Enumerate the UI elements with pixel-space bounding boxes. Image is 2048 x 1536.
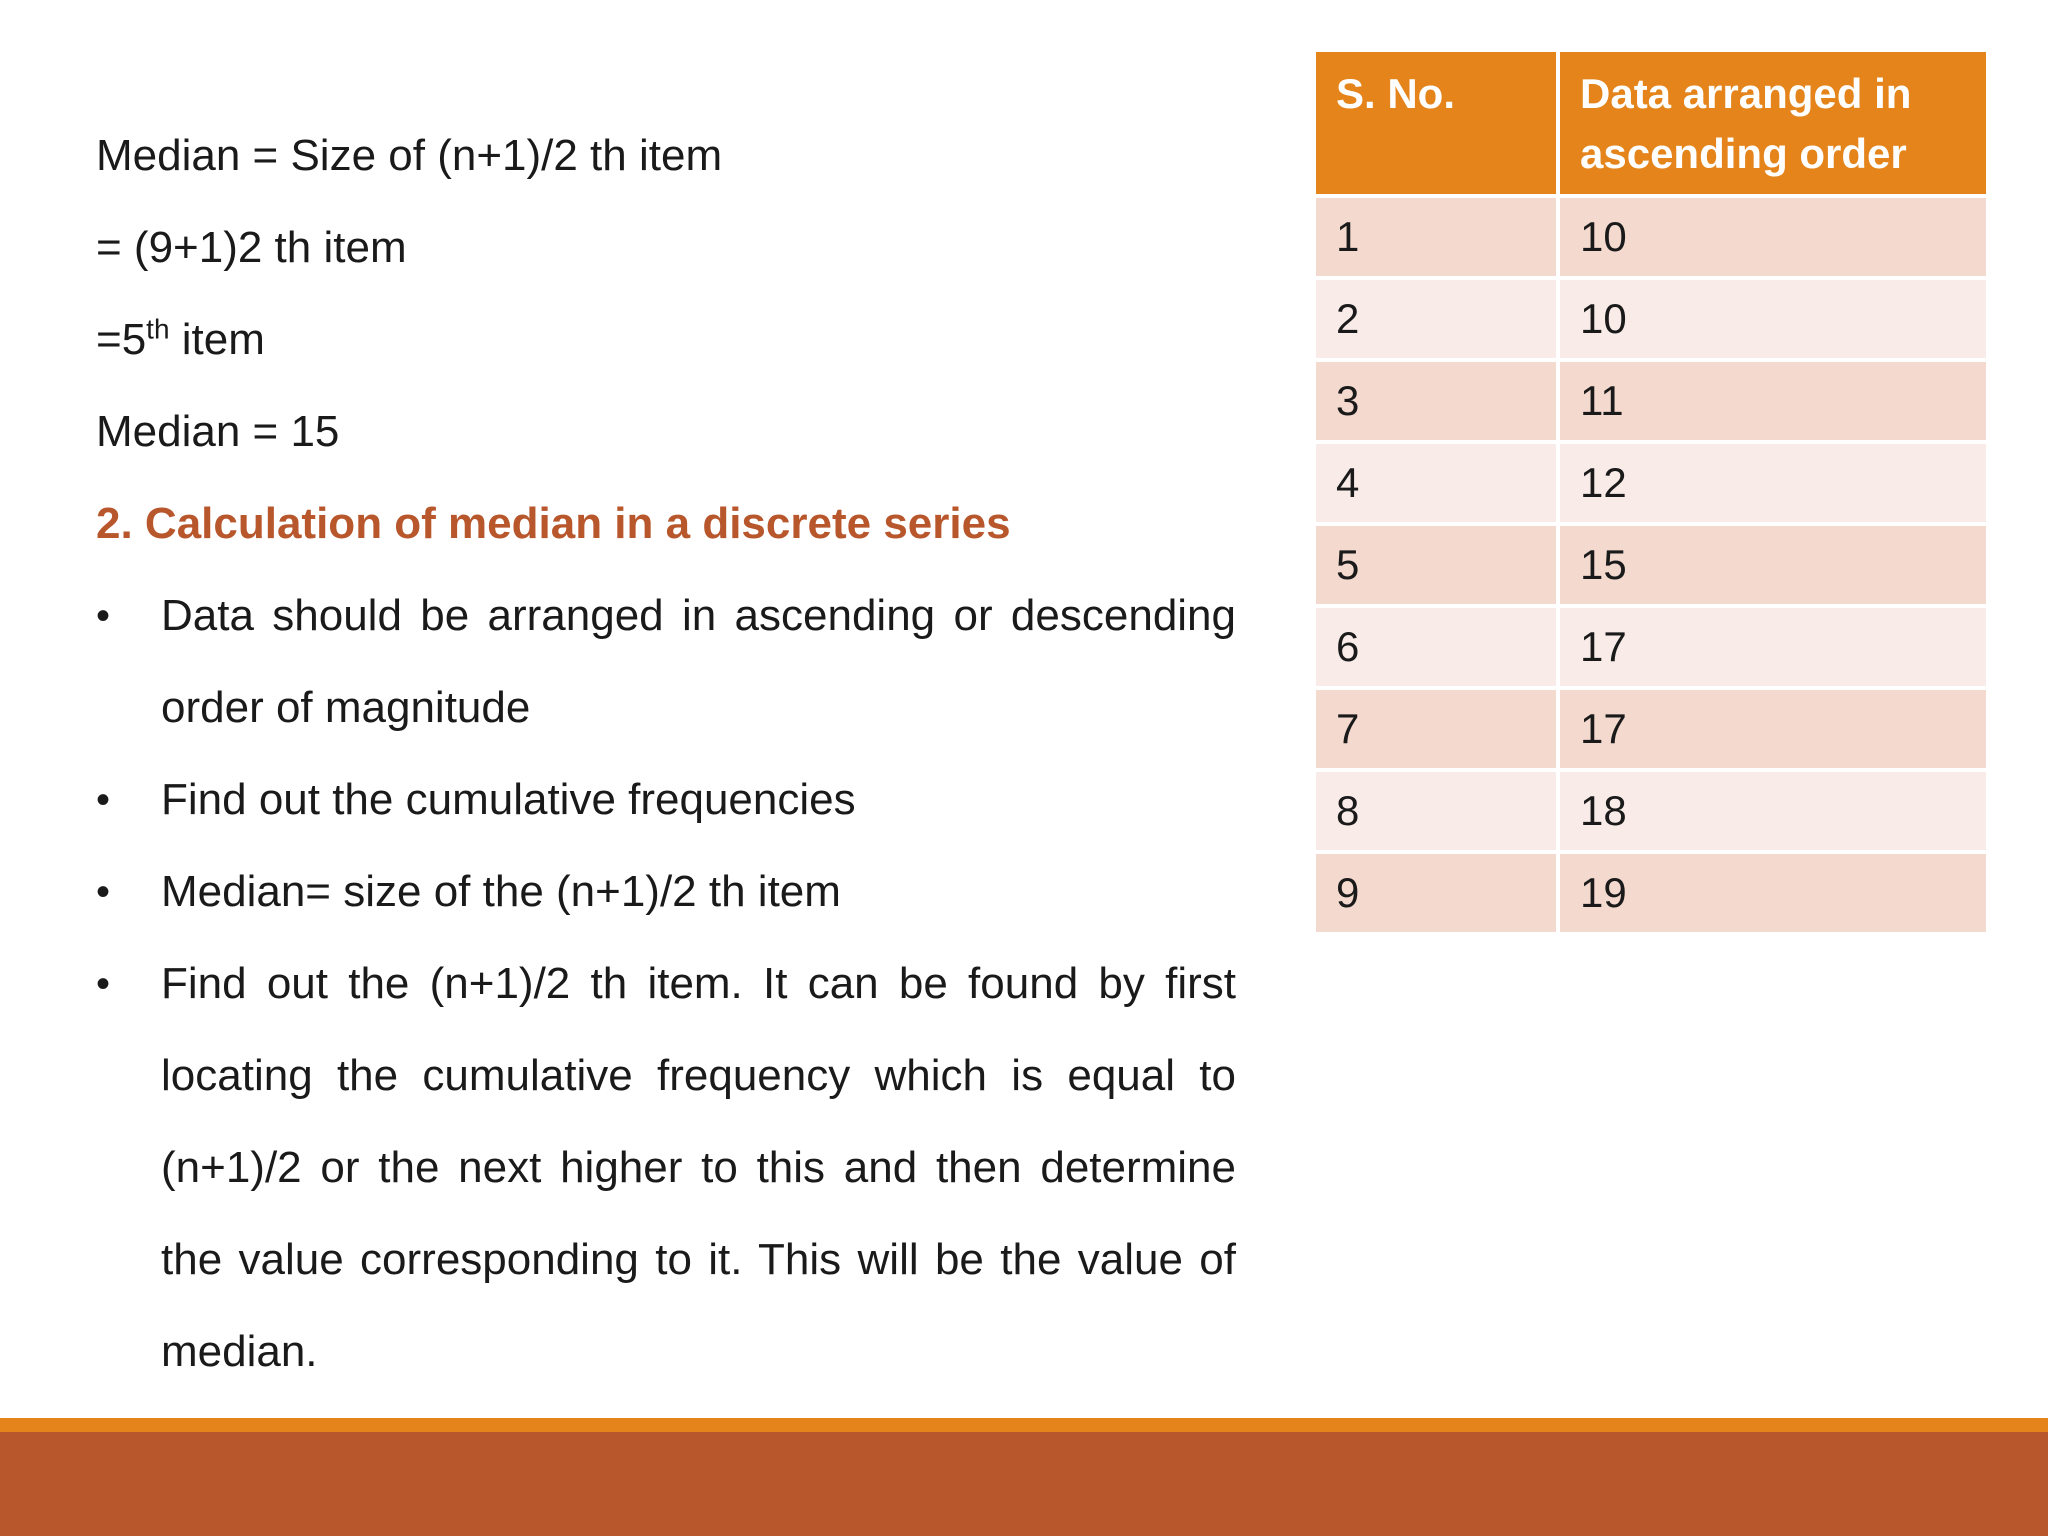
table-cell-serial: 6 (1316, 606, 1558, 688)
fifth-item-prefix: =5 (96, 315, 147, 364)
table-cell-serial: 3 (1316, 360, 1558, 442)
table-cell-serial: 8 (1316, 770, 1558, 852)
bullet-icon: • (96, 962, 111, 1006)
median-formula-line: Median = Size of (n+1)/2 th item (96, 131, 723, 180)
table-cell-value: 10 (1558, 196, 1986, 278)
header-data-arranged: Data arranged in ascending order (1558, 52, 1986, 196)
table-cell-serial: 1 (1316, 196, 1558, 278)
list-item-text: Find out the cumulative frequencies (161, 775, 856, 824)
table-cell-value: 18 (1558, 770, 1986, 852)
list-item (96, 938, 1236, 1398)
table-cell-value: 17 (1558, 688, 1986, 770)
footer-band (0, 1432, 2048, 1536)
slide-text (96, 110, 1236, 1398)
median-result-line: Median = 15 (96, 407, 340, 456)
fifth-item-line (96, 294, 1236, 386)
fifth-item-suffix: item (169, 315, 265, 364)
table-cell-value: 11 (1558, 360, 1986, 442)
data-table-container (1316, 52, 1986, 936)
table-cell-serial: 5 (1316, 524, 1558, 606)
table-row (1316, 852, 1986, 934)
table-row (1316, 770, 1986, 852)
table-cell-value: 10 (1558, 278, 1986, 360)
list-item-text: Data should be arranged in ascending or descending order of magnitude (161, 591, 1236, 732)
data-table (1316, 52, 1986, 936)
table-cell-serial: 4 (1316, 442, 1558, 524)
table-row (1316, 606, 1986, 688)
table-cell-value: 15 (1558, 524, 1986, 606)
bullet-icon: • (96, 870, 111, 914)
header-serial-number: S. No. (1316, 52, 1558, 196)
table-cell-value: 17 (1558, 606, 1986, 688)
table-cell-serial: 2 (1316, 278, 1558, 360)
footer-accent-line (0, 1418, 2048, 1432)
table-row (1316, 196, 1986, 278)
list-item-text: Find out the (n+1)/2 th item. It can be found by first locating the cumulative frequency which is equal to (n+1)/2 or the next higher to this and then determine the value corresponding to it. This will be the value of median. (161, 959, 1236, 1376)
table-cell-value: 12 (1558, 442, 1986, 524)
bullet-icon: • (96, 594, 111, 638)
table-cell-value: 19 (1558, 852, 1986, 934)
fifth-item-superscript: th (146, 313, 170, 345)
table-cell-serial: 9 (1316, 852, 1558, 934)
table-row (1316, 524, 1986, 606)
table-row (1316, 442, 1986, 524)
bullet-icon: • (96, 778, 111, 822)
list-item (96, 570, 1236, 754)
table-header-row (1316, 52, 1986, 196)
list-item (96, 754, 1236, 846)
section-heading: 2. Calculation of median in a discrete series (96, 499, 1011, 548)
list-item-text: Median= size of the (n+1)/2 th item (161, 867, 841, 916)
list-item (96, 846, 1236, 938)
substitution-line: = (9+1)2 th item (96, 223, 407, 272)
table-row (1316, 278, 1986, 360)
table-row (1316, 360, 1986, 442)
table-row (1316, 688, 1986, 770)
table-cell-serial: 7 (1316, 688, 1558, 770)
steps-list (96, 570, 1236, 1398)
